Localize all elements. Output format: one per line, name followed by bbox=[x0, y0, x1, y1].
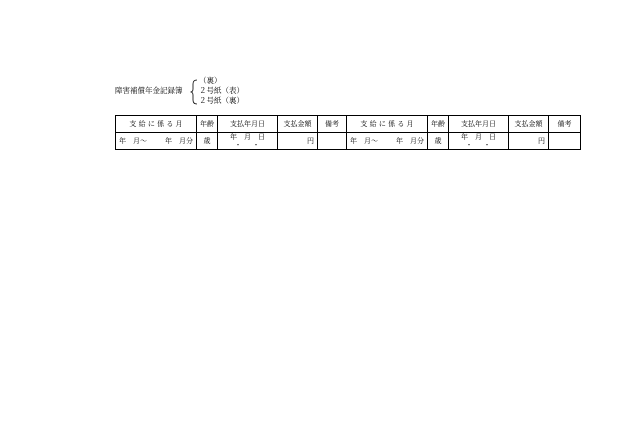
header-amount-right: 支払金額 bbox=[509, 116, 549, 133]
header-amount-left: 支払金額 bbox=[278, 116, 318, 133]
header-month-left: 支 給 に 係 る 月 bbox=[116, 116, 197, 133]
variant-form2-front: ２号紙（表） bbox=[199, 86, 244, 95]
header-paydate-right: 支払年月日 bbox=[449, 116, 509, 133]
unit-age-left: 歳 bbox=[197, 133, 218, 150]
ledger-table bbox=[115, 115, 581, 150]
header-remarks-right: 備考 bbox=[549, 116, 581, 133]
unit-date-left: 年 月 日 ・・ bbox=[218, 133, 278, 150]
header-remarks-left: 備考 bbox=[318, 116, 347, 133]
unit-yen-right: 円 bbox=[509, 133, 549, 150]
unit-date-right: 年 月 日 ・・ bbox=[449, 133, 509, 150]
unit-month-right: 年 月～ 年 月分 bbox=[347, 133, 428, 150]
unit-yen-left: 円 bbox=[278, 133, 318, 150]
header-age-left: 年齢 bbox=[197, 116, 218, 133]
header-age-right: 年齢 bbox=[428, 116, 449, 133]
unit-age-right: 歳 bbox=[428, 133, 449, 150]
unit-remarks-right bbox=[549, 133, 581, 150]
brace-icon bbox=[190, 79, 198, 105]
header-month-right: 支 給 に 係 る 月 bbox=[347, 116, 428, 133]
unit-remarks-left bbox=[318, 133, 347, 150]
header-row bbox=[116, 116, 581, 133]
header-paydate-left: 支払年月日 bbox=[218, 116, 278, 133]
units-row bbox=[116, 133, 581, 150]
ledger-title: 障害補償年金記録簿 bbox=[115, 86, 183, 95]
unit-month-left: 年 月～ 年 月分 bbox=[116, 133, 197, 150]
variant-back: （裏） bbox=[199, 76, 222, 85]
variant-form2-back: ２号紙（裏） bbox=[199, 96, 244, 105]
form-variants bbox=[199, 76, 244, 106]
